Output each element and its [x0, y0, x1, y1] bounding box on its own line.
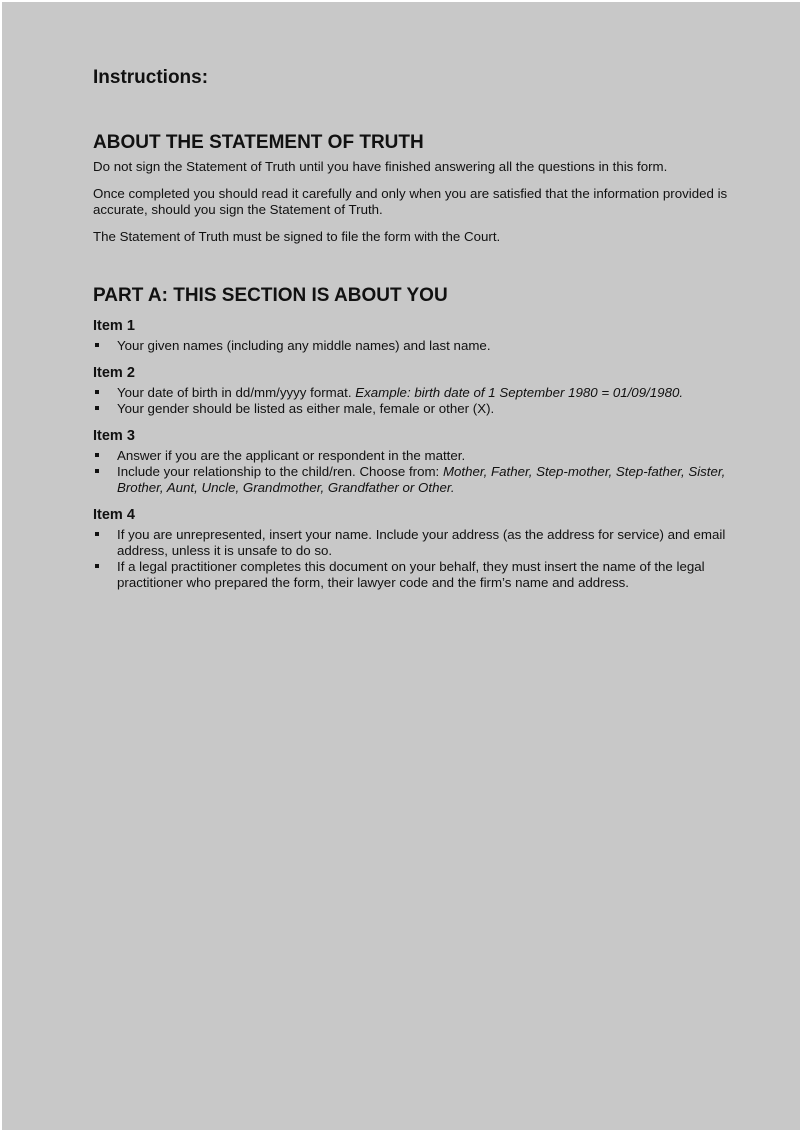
item-block-2 [93, 364, 733, 417]
bullet-square-icon [95, 564, 99, 568]
bullet-item [93, 448, 733, 464]
bullet-square-icon [95, 532, 99, 536]
bullet-item [93, 385, 733, 401]
bullet-list [93, 527, 733, 591]
bullet-text: Answer if you are the applicant or respondent in the matter. [117, 448, 466, 463]
item-heading: Item 2 [93, 365, 135, 381]
item-block-4 [93, 506, 733, 591]
bullet-text: If a legal practitioner completes this document on your behalf, they must insert the name of the legal practitioner who prepared the form, their lawyer code and the firm’s name and address. [117, 559, 705, 590]
section-heading-statement: ABOUT THE STATEMENT OF TRUTH [93, 132, 424, 153]
bullet-item [93, 464, 733, 496]
bullet-list [93, 385, 733, 417]
bullet-list [93, 448, 733, 496]
bullet-item [93, 559, 733, 591]
bullet-item [93, 401, 733, 417]
item-block-1 [93, 317, 733, 354]
bullet-text: Your gender should be listed as either male, female or other (X). [117, 401, 495, 416]
bullet-item [93, 527, 733, 559]
part-a-section [93, 285, 733, 591]
paragraph: Do not sign the Statement of Truth until you have finished answering all the questions in this form. [93, 159, 668, 174]
document-page [2, 2, 800, 1130]
section-heading-part-a: PART A: THIS SECTION IS ABOUT YOU [93, 285, 448, 306]
item-heading: Item 1 [93, 318, 135, 334]
item-heading: Item 4 [93, 507, 135, 523]
page-content [93, 66, 733, 591]
bullet-text: If you are unrepresented, insert your name. Include your address (as the address for service) and email address, unless it is unsafe to do so. [117, 527, 726, 558]
page-title: Instructions: [93, 67, 209, 88]
bullet-list [93, 338, 733, 354]
bullet-text: Include your relationship to the child/ren. Choose from: [117, 464, 443, 479]
statement-of-truth-section [93, 132, 733, 245]
bullet-square-icon [95, 390, 99, 394]
item-block-3 [93, 427, 733, 496]
bullet-italic-text: Mother, Father, Step-mother, Step-father, Sister, Brother, Aunt, Uncle, Grandmother, Grandfather or Other. [117, 464, 726, 495]
bullet-item [93, 338, 733, 354]
paragraph: The Statement of Truth must be signed to file the form with the Court. [93, 229, 501, 244]
bullet-italic-text: Example: birth date of 1 September 1980 = 01/09/1980. [355, 385, 684, 400]
paragraph: Once completed you should read it carefully and only when you are satisfied that the information provided is accurate, should you sign the Statement of Truth. [93, 186, 728, 217]
bullet-square-icon [95, 343, 99, 347]
bullet-square-icon [95, 453, 99, 457]
bullet-square-icon [95, 406, 99, 410]
bullet-text: Your date of birth in dd/mm/yyyy format. [117, 385, 356, 400]
item-heading: Item 3 [93, 428, 135, 444]
bullet-text: Your given names (including any middle names) and last name. [117, 338, 491, 353]
bullet-square-icon [95, 469, 99, 473]
